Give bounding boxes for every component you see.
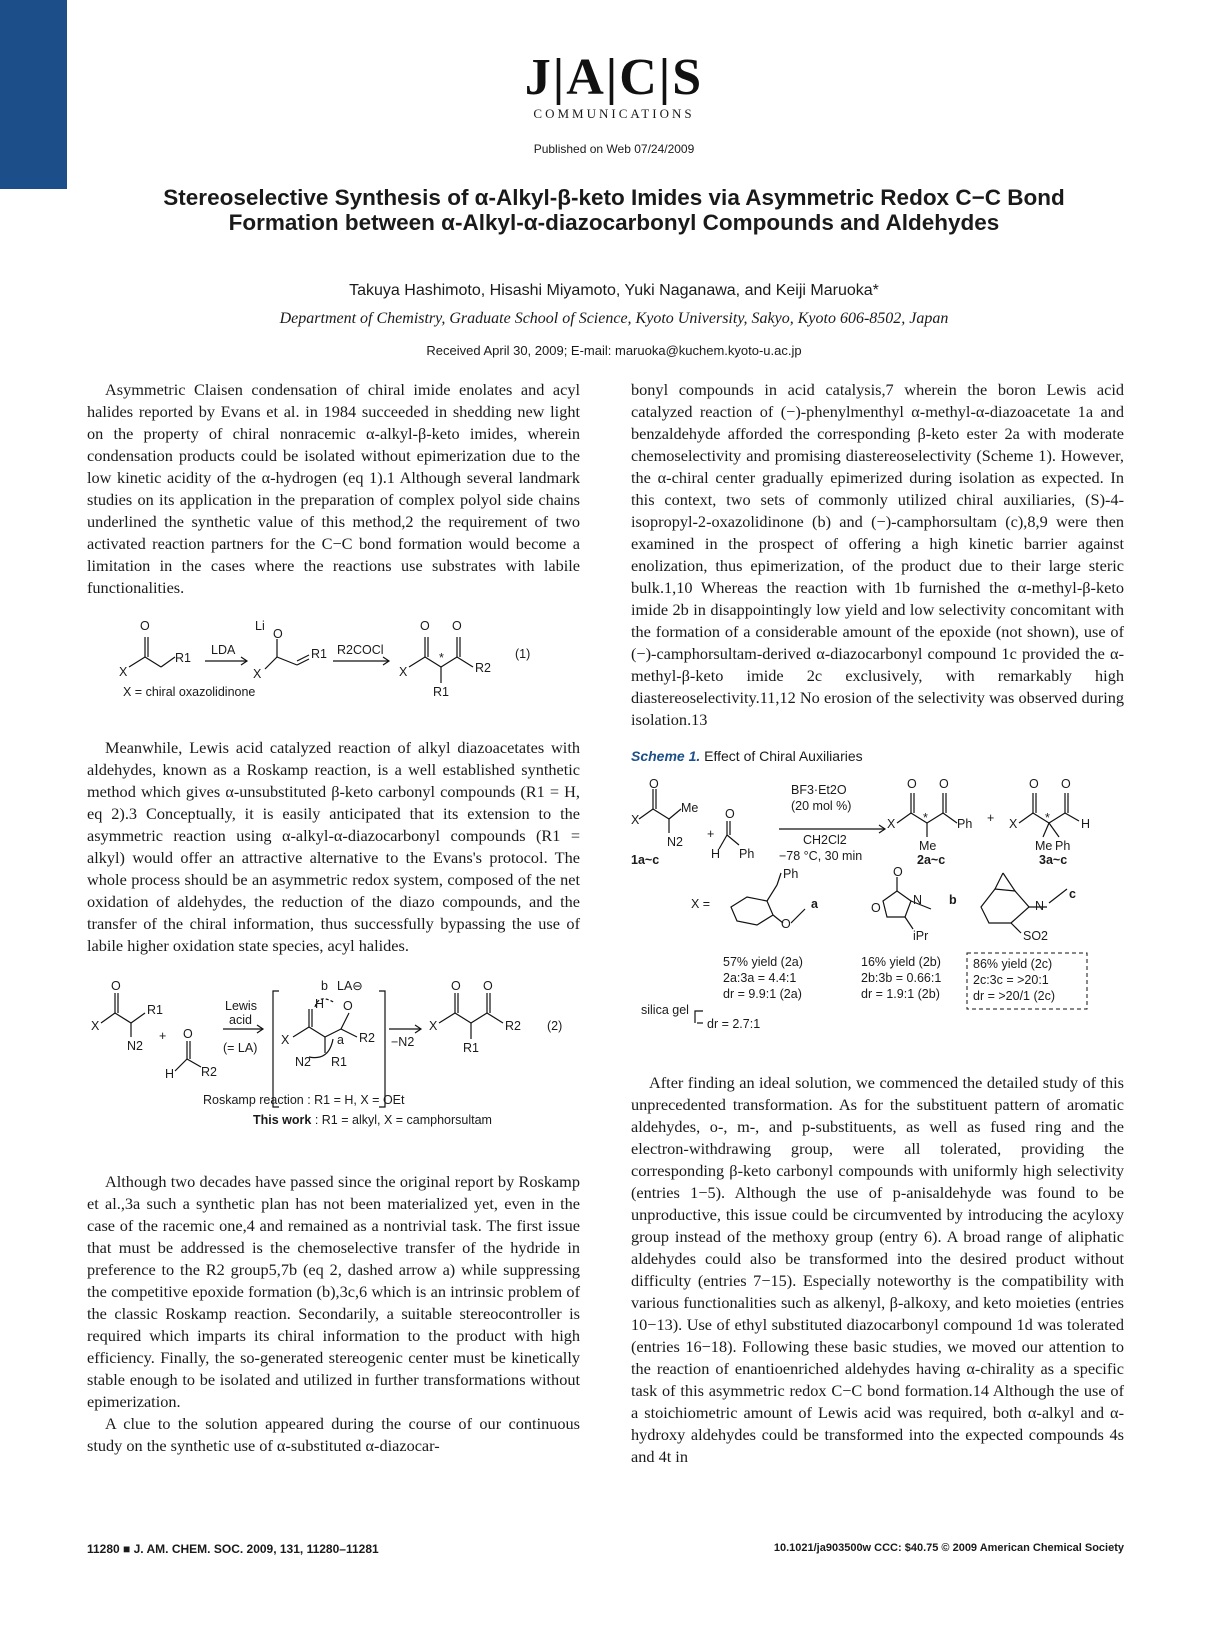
published-date: Published on Web 07/24/2009: [533, 142, 695, 156]
eq1-lda: LDA: [211, 643, 236, 657]
eq2-o1: O: [111, 979, 121, 993]
equation-1: [87, 617, 580, 727]
eq1-note: X = chiral oxazolidinone: [123, 685, 256, 699]
s1-solvent: CH2Cl2: [803, 833, 847, 847]
eq1-structures: [87, 617, 580, 727]
s1-mol: (20 mol %): [791, 799, 852, 813]
s1-compound-1: 1a~c: [631, 853, 660, 867]
s1-ya2: 2a:3a = 4.4:1: [723, 971, 797, 985]
s1-compound-3: 3a~c: [1039, 853, 1068, 867]
eq2-h: H: [165, 1067, 175, 1081]
eq2-x3: X: [429, 1019, 438, 1033]
s1-h2: H: [1081, 817, 1091, 831]
eq2-o4: O: [451, 979, 461, 993]
s1-ph1: Ph: [739, 847, 755, 861]
s1-x3: X: [1009, 817, 1018, 831]
eq1-o2: O: [273, 627, 283, 641]
s1-plus2: +: [987, 811, 995, 825]
eq2-plus: +: [159, 1029, 167, 1043]
s1-o6: O: [1061, 777, 1071, 791]
s1-label-a: a: [811, 897, 818, 911]
eq2-o3: O: [343, 999, 353, 1013]
s1-ipr: iPr: [913, 929, 929, 943]
s1-n1: N: [913, 893, 923, 907]
s1-yc3: dr = >20/1 (2c): [973, 989, 1055, 1003]
s1-me1: Me: [681, 801, 699, 815]
s1-yc2: 2c:3c = >20:1: [973, 973, 1049, 987]
s1-silica: silica gel: [641, 1003, 689, 1017]
logo-sub: COMMUNICATIONS: [533, 106, 695, 121]
s1-compound-2: 2a~c: [917, 853, 946, 867]
eq2-x2: X: [281, 1033, 290, 1047]
s1-o9: O: [871, 901, 881, 915]
right-column: [631, 379, 1124, 1468]
eq1-r1b: R1: [311, 647, 327, 661]
eq1-r2cocl: R2COCl: [337, 643, 384, 657]
authors: Takuya Hashimoto, Hisashi Miyamoto, Yuki Naganawa, and Keiji Maruoka*: [349, 282, 879, 299]
s1-o2: O: [725, 807, 735, 821]
eq2-minus-n2: −N2: [391, 1035, 415, 1049]
eq2-thiswork-text: : R1 = alkyl, X = camphorsultam: [311, 1113, 492, 1127]
eq2-a: a: [337, 1033, 344, 1047]
paragraph: bonyl compounds in acid catalysis,7 wherein the boron Lewis acid catalyzed reaction of (−)-phenylmenthyl α-methyl-α-diazoacetate 1a and benzaldehyde afforded the corresponding β-keto ester 2a with moderate chemoselectivity and promising diastereoselectivity (Scheme 1). However, the α-chiral center gradually epimerized during isolation as expected. In this context, two sets of commonly utilized chiral auxiliaries, (S)-4-isopropyl-2-oxazolidinone (b) and (−)-camphorsultam (c),8,9 were then examined in the prospect of offering a high kinetic barrier against enolization, thus epimerization, of the product due to their large steric bulk.1,10 Whereas the reaction with 1b furnished the α-methyl-β-keto imide 2b in disappointingly low yield and low selectivity concomitant with the formation of a considerable amount of the epoxide (not shown), use of (−)-camphorsultam-derived α-diazocarbonyl compound 1c provided the α-methyl-β-keto imide 2c exclusively, with remarkably high diastereoselectivity.11,12 No erosion of the selectivity was observed during isolation.13: [631, 380, 1124, 729]
s1-yb1: 16% yield (2b): [861, 955, 941, 969]
paragraph: Although two decades have passed since the original report by Roskamp et al.,3a such a synthetic plan has not been materialized yet, even in the case of the racemic one,4 and remained as a nontrivial task. The first issue that must be addressed is the chemoselective transfer of the hydride in preference to the R2 group5,7b (eq 2, dashed arrow a) while suppressing the competitive epoxide formation (b),3c,6 which is an intrinsic problem of the classic Roskamp reaction. Secondarily, a suitable stereocontroller is required which imparts its chiral information to the product with high efficiency. Finally, the so-generated stereogenic center must be kinetically stable enough to be isolated and utilized in further transformations without epimerization.: [87, 1172, 580, 1411]
eq2-b: b: [321, 979, 328, 993]
scheme-label: Scheme 1.: [631, 748, 701, 764]
eq2-acid: acid: [229, 1013, 252, 1027]
eq2-roskamp: Roskamp reaction : R1 = H, X = OEt: [203, 1093, 405, 1107]
s1-o1: O: [649, 777, 659, 791]
s1-ph3: Ph: [1055, 839, 1071, 853]
eq1-x3: X: [399, 665, 408, 679]
s1-star1: *: [923, 811, 928, 825]
s1-bf3: BF3·Et2O: [791, 783, 847, 797]
eq1-r1c: R1: [433, 685, 449, 699]
eq2-r2b: R2: [359, 1031, 375, 1045]
eq2-o5: O: [483, 979, 493, 993]
received-line: Received April 30, 2009; E-mail: maruoka@kuchem.kyoto-u.ac.jp: [426, 343, 802, 358]
scheme-1: [631, 777, 1124, 1032]
eq1-o3: O: [420, 619, 430, 633]
scheme-caption: [631, 745, 1124, 767]
s1-ph2: Ph: [957, 817, 973, 831]
s1-n2: N2: [667, 835, 683, 849]
eq2-lewis: Lewis: [225, 999, 257, 1013]
eq1-x1: X: [119, 665, 128, 679]
s1-me2: Me: [919, 839, 937, 853]
eq2-r1c: R1: [463, 1041, 479, 1055]
s1-o5: O: [1029, 777, 1039, 791]
eq2-x1: X: [91, 1019, 100, 1033]
s1-yc1: 86% yield (2c): [973, 957, 1053, 971]
s1-yb3: dr = 1.9:1 (2b): [861, 987, 940, 1001]
s1-plus1: +: [707, 827, 715, 841]
s1-cond: −78 °C, 30 min: [779, 849, 863, 863]
eq1-r1a: R1: [175, 651, 191, 665]
eq1-o4: O: [452, 619, 462, 633]
s1-so2: SO2: [1023, 929, 1049, 943]
s1-yb2: 2b:3b = 0.66:1: [861, 971, 942, 985]
affiliation: Department of Chemistry, Graduate School of Science, Kyoto University, Sakyo, Kyoto 606-8502, Japan: [279, 310, 949, 327]
s1-h: H: [711, 847, 721, 861]
s1-ya4: dr = 2.7:1: [707, 1017, 761, 1031]
s1-n2b: N: [1035, 899, 1045, 913]
s1-x2: X: [887, 817, 896, 831]
eq1-label: (1): [515, 647, 531, 661]
eq2-h2: H: [315, 997, 325, 1011]
s1-o7: O: [781, 917, 791, 931]
eq2-n2: N2: [127, 1039, 143, 1053]
paragraph: A clue to the solution appeared during the course of our continuous study on the synthetic use of α-substituted α-diazocar-: [87, 1414, 580, 1455]
s1-o3: O: [907, 777, 917, 791]
s1-me3: Me: [1035, 839, 1053, 853]
s1-ya1: 57% yield (2a): [723, 955, 803, 969]
s1-x1: X: [631, 813, 640, 827]
eq1-star: *: [439, 651, 444, 665]
paragraph: After finding an ideal solution, we commenced the detailed study of this unprecedented transformation. As for the substituent pattern of aromatic aldehydes, o-, m-, and p-substituents, as well as fused ring and the electron-withdrawing group, were all tolerated, providing the corresponding β-keto carbonyl compounds with uniformly high selectivity (entries 1−5). Although the use of p-anisaldehyde was found to be unproductive, this issue could be circumvented by introducing the acyloxy group instead of the methoxy group (entry 6). A broad range of aliphatic aldehydes could also be transformed into the desired product without difficulty (entries 7−15). Especially noteworthy is the compatibility with various functionalities such as alkenyl, β-alkoxy, and keto moieties (entries 10−13). Use of ethyl substituted diazocarbonyl compound 1d was tolerated (entries 16−18). Following these basic studies, we moved our attention to the reaction of enantioenriched aldehydes having α-chirality as a specific task of this asymmetric redox C−C bond formation.14 Although the use of a stoichiometric amount of Lewis acid was required, both α-alkyl and α-hydroxy aldehydes could be transformed into the expected compounds 4s and 4t in: [631, 1073, 1124, 1466]
footer-doi: 10.1021/ja903500w CCC: $40.75 © 2009 American Chemical Society: [773, 1542, 1124, 1554]
paragraph: Meanwhile, Lewis acid catalyzed reaction of alkyl diazoacetates with aldehydes, known as a Roskamp reaction, is a well established synthetic method which gives α-unsubstituted β-keto carbonyl compounds (R1 = H, eq 2).3 Conceptually, it is easily anticipated that its extension to the asymmetric reaction using α-alkyl-α-diazocarbonyl compounds (R1 = alkyl) would offer an attractive alternative to the Evans's protocol. The whole process should be an asymmetric redox system, composed of the net oxidation of aldehydes, the reduction of the diazo compounds, and the transfer of the chiral information, thus successfully bypassing the use of labile higher oxidation state species, acyl halides.: [87, 738, 580, 955]
s1-label-c: c: [1069, 887, 1076, 901]
eq2-thiswork: [253, 1113, 492, 1127]
logo-main: J|A|C|S: [524, 49, 704, 106]
s1-xeq: X =: [691, 897, 711, 911]
s1-o4: O: [939, 777, 949, 791]
eq2-la: (= LA): [223, 1041, 258, 1055]
article-title: Stereoselective Synthesis of α-Alkyl-β-keto Imides via Asymmetric Redox C−C Bond Formation between α-Alkyl-α-diazocarbonyl Compounds and Aldehydes: [163, 185, 1065, 235]
eq2-r2a: R2: [201, 1065, 217, 1079]
s1-star2: *: [1045, 811, 1050, 825]
journal-logo: [0, 49, 1228, 122]
eq1-r2: R2: [475, 661, 491, 675]
footer-citation: 11280 ■ J. AM. CHEM. SOC. 2009, 131, 11280–11281: [87, 1542, 379, 1556]
eq2-r1a: R1: [147, 1003, 163, 1017]
scheme-title: Effect of Chiral Auxiliaries: [704, 748, 863, 764]
eq1-x2: X: [253, 667, 262, 681]
eq2-r2c: R2: [505, 1019, 521, 1033]
left-column: [87, 379, 580, 1457]
equation-2: [87, 979, 580, 1149]
eq2-o2: O: [183, 1027, 193, 1041]
eq2-label: (2): [547, 1019, 563, 1033]
eq1-li: Li: [255, 619, 265, 633]
eq2-r1b: R1: [331, 1055, 347, 1069]
s1-ya3: dr = 9.9:1 (2a): [723, 987, 802, 1001]
s1-o8: O: [893, 865, 903, 879]
eq1-o1: O: [140, 619, 150, 633]
eq2-la-minus: LA⊖: [337, 979, 363, 993]
s1-label-b: b: [949, 893, 957, 907]
eq2-n2b: N2: [295, 1055, 311, 1069]
s1-ph4: Ph: [783, 867, 799, 881]
eq2-thiswork-bold: This work: [253, 1113, 312, 1127]
paragraph: Asymmetric Claisen condensation of chiral imide enolates and acyl halides reported by Evans et al. in 1984 succeeded in shedding new light on the property of chiral nonracemic α-alkyl-β-keto imides, wherein condensation products could be isolated without epimerization due to the low kinetic acidity of the α-hydrogen (eq 1).1 Although several landmark studies on its application in the preparation of complex polyol side chains underlined the synthetic value of this method,2 the requirement of two activated reaction partners for the C−C bond formation would become a limitation in the cases where the reactions use substrates with labile functionalities.: [87, 380, 580, 597]
